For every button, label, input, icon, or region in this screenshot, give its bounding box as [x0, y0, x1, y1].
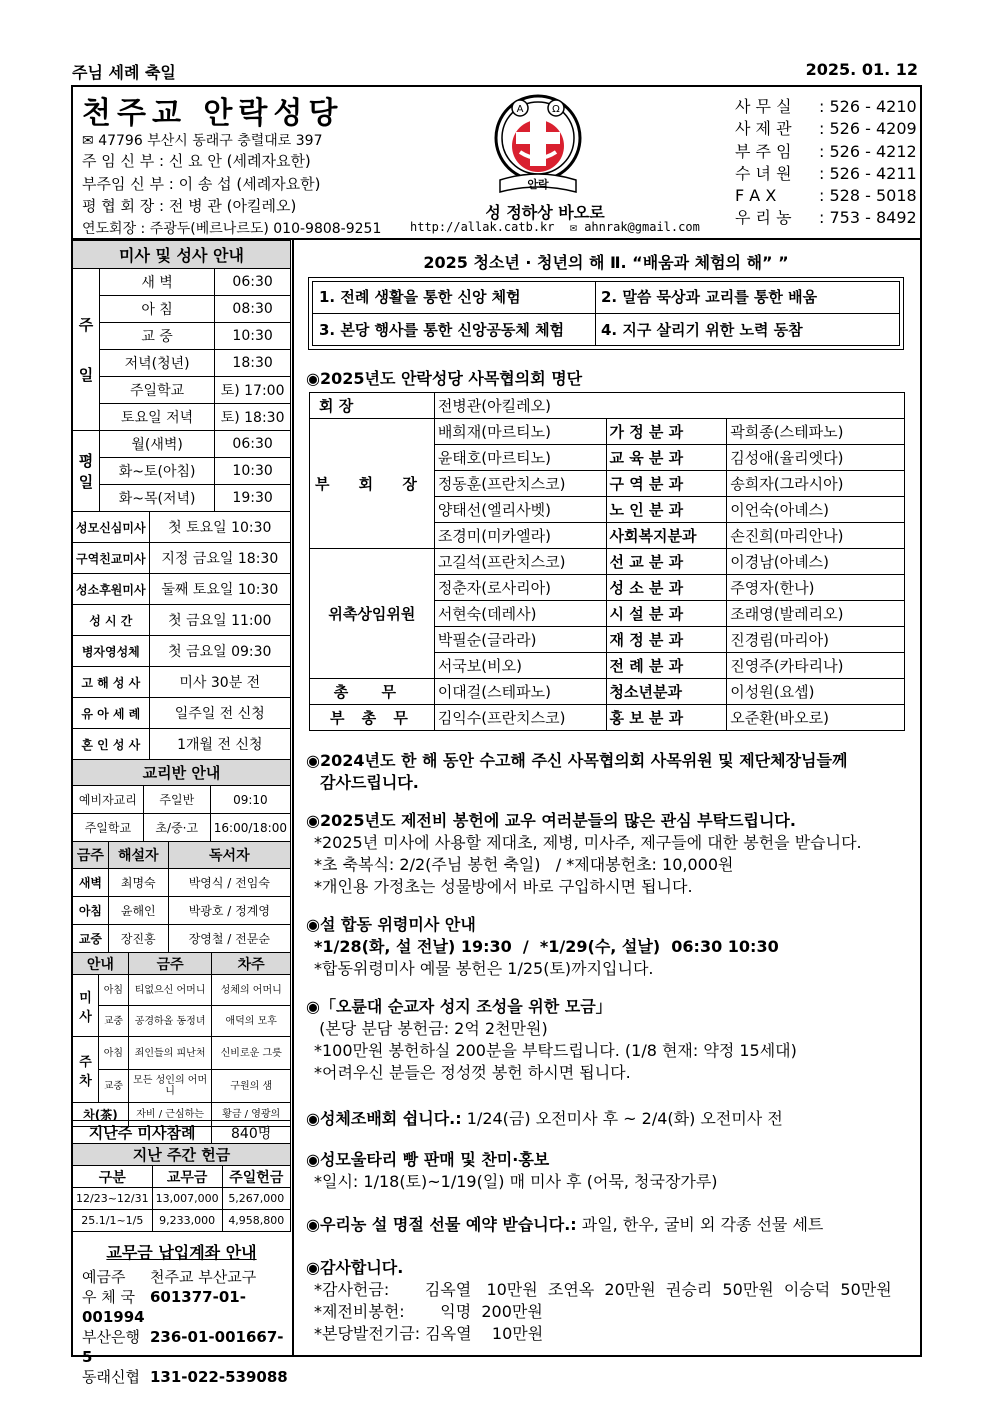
vice-chair-name: 윤태호(마르티노): [434, 445, 606, 471]
mail-icon: ✉: [82, 133, 99, 149]
guide-this-week: 티없으신 어머니: [128, 975, 212, 1006]
guide-next-week: 성체의 어머니: [212, 975, 291, 1006]
sacrament-table: [72, 511, 291, 760]
officer-role: 총 무: [310, 679, 435, 705]
sunday-mass-time: 06:30: [215, 269, 291, 296]
sacrament-time: 일주일 전 신청: [149, 698, 290, 729]
phone-list: [735, 96, 917, 230]
guide-this-week: 공경하올 동정녀: [128, 1006, 212, 1037]
tea-label: 차(茶): [73, 1103, 129, 1127]
sunday-label: 주일: [73, 269, 100, 431]
committee-label: 위촉상임위원: [310, 549, 435, 679]
dept-name: 홍 보 분 과: [606, 705, 727, 731]
sacrament-time: 둘째 토요일 10:30: [149, 574, 290, 605]
sunday-mass-name: 주일학교: [99, 377, 214, 404]
weekday-mass-time: 19:30: [215, 485, 291, 512]
mass-table-title: 미사 및 성사 안내: [73, 241, 291, 269]
guide-this-week: 죄인들의 피난처: [128, 1037, 212, 1070]
weekday-mass-time: 10:30: [215, 458, 291, 485]
staff-council-chair: 평 협 회 장 : 전 병 관 (아킬레오): [82, 197, 297, 215]
mail-icon: ✉: [569, 220, 577, 234]
council-table: [309, 392, 905, 731]
phone-row: F A X : 528 - 5018: [735, 186, 917, 206]
theme-item: 4. 지구 살리기 위한 노력 동참: [601, 321, 803, 339]
weekday-mass-name: 월(새벽): [99, 431, 214, 458]
offering-period: 25.1/1~1/5: [73, 1210, 153, 1232]
dept-name: 구 역 분 과: [606, 471, 727, 497]
readers-header: 금주: [73, 842, 109, 869]
dept-head: 이언숙(아녜스): [727, 497, 905, 523]
weekday-mass-name: 화~목(저녁): [99, 485, 214, 512]
weekday-mass-name: 화~토(아침): [99, 458, 214, 485]
sunday-mass-name: 토요일 저녁: [99, 404, 214, 431]
readers-header: 해설자: [108, 842, 168, 869]
offering-header: 주일헌금: [222, 1166, 290, 1188]
guide-header: 차주: [212, 953, 291, 975]
tea-this-week: 자비 / 근심하는: [128, 1103, 212, 1127]
catechism-group: 초/중·고: [143, 814, 210, 842]
committee-name: 박필순(글라라): [434, 627, 606, 653]
notice-bread-sale: ◉성모울타리 빵 판매 및 찬미·홍보 *일시: 1/18(토)~1/19(일) 매 미사 후 (어묵, 청국장가루): [306, 1150, 718, 1191]
vice-chair-label: 부 회 장: [310, 419, 435, 549]
guide-next-week: 구원의 샘: [212, 1070, 291, 1103]
sunday-mass-name: 저녁(청년): [99, 350, 214, 377]
dept-head: 이성원(요셉): [727, 679, 905, 705]
sacrament-name: 고 해 성 사: [73, 667, 150, 698]
guide-mass: 아침: [98, 1037, 128, 1070]
patron-saint: 성 정하상 바오로: [485, 203, 605, 222]
catechism-class: 주일학교: [73, 814, 144, 842]
account-section: [72, 1240, 291, 1387]
vice-chair-name: 조경미(미카엘라): [434, 523, 606, 549]
dept-head: 오준환(바오로): [727, 705, 905, 731]
phone-row: 부 주 임 : 526 - 4212: [735, 141, 917, 161]
theme-item: 3. 본당 행사를 통한 신앙공동체 체험: [319, 321, 565, 339]
officer-role: 부 총 무: [310, 705, 435, 731]
issue-date: 2025. 01. 12: [805, 60, 918, 79]
phone-row: 사 제 관 : 526 - 4209: [735, 119, 917, 139]
dept-head: 김성애(율리엣다): [727, 445, 905, 471]
theme-title: 2025 청소년 · 청년의 해 Ⅱ. “배움과 체험의 해” ”: [423, 253, 789, 272]
sunday-mass-time: 토) 17:00: [215, 377, 291, 404]
vice-chair-name: 배희재(마르티노): [434, 419, 606, 445]
offering-period: 12/23~12/31: [73, 1188, 153, 1210]
sunday-mass-name: 아 침: [99, 296, 214, 323]
dept-name: 시 설 분 과: [606, 601, 727, 627]
notice-gift-order: ◉우리농 설 명절 선물 예약 받습니다.: 과일, 한우, 굴비 외 각종 선물 세트: [306, 1215, 824, 1234]
dept-name: 노 인 분 과: [606, 497, 727, 523]
sacrament-time: 첫 토요일 10:30: [149, 512, 290, 543]
staff-list: [82, 150, 381, 240]
reader-lectors: 박영식 / 전임숙: [168, 869, 290, 897]
council-title: ◉2025년도 안락성당 사목협의회 명단: [306, 369, 583, 388]
guide-mass: 아침: [98, 975, 128, 1006]
notice-thanks-council: ◉2024년도 한 해 동안 수고해 주신 사목협의회 사목위원 및 제단체장님들께 감사드립니다.: [306, 751, 848, 792]
sacrament-time: 첫 금요일 09:30: [149, 636, 290, 667]
phone-row: 수 녀 원 : 526 - 4211: [735, 163, 917, 183]
notice-adoration: ◉성체조배회 쉽니다.: 1/24(금) 오전미사 후 ~ 2/4(화) 오전미사 전: [306, 1109, 783, 1128]
account-title: 교무금 납입계좌 안내: [106, 1243, 257, 1262]
dept-name: 교 육 분 과: [606, 445, 727, 471]
attendance-table: [72, 1120, 291, 1145]
reader-lectors: 장영철 / 전문순: [168, 925, 290, 953]
sacrament-name: 구역친교미사: [73, 543, 150, 574]
readers-header: 독서자: [168, 842, 290, 869]
logo-banner-text: 안락: [527, 178, 549, 191]
offering-tithe: 9,233,000: [152, 1210, 222, 1232]
website-link[interactable]: http://allak.catb.kr: [410, 220, 555, 234]
sacrament-time: 미사 30분 전: [149, 667, 290, 698]
phone-row: 사 무 실 : 526 - 4210: [735, 97, 917, 116]
account-holder: 예금주 천주교 부산교구: [82, 1268, 257, 1286]
dept-name: 청소년분과: [606, 679, 727, 705]
staff-assistant: 부주임 신 부 : 이 송 섭 (세례자요한): [82, 174, 321, 193]
theme-box: [308, 277, 904, 350]
sunday-mass-time: 토) 18:30: [215, 404, 291, 431]
sunday-mass-name: 교 중: [99, 323, 214, 350]
vice-chair-name: 정동훈(프란치스코): [434, 471, 606, 497]
sacrament-name: 혼 인 성 사: [73, 729, 150, 760]
weekday-mass-time: 06:30: [215, 431, 291, 458]
tea-next-week: 황금 / 영광의: [212, 1103, 291, 1127]
account-row: 동래신협 131-022-539088: [82, 1368, 288, 1386]
address-line: [82, 130, 323, 150]
catechism-class: 예비자교리: [73, 786, 144, 814]
sunday-mass-time: 10:30: [215, 323, 291, 350]
dept-head: 곽희종(스테파노): [727, 419, 905, 445]
theme-item: 1. 전례 생활을 통한 신앙 체험: [319, 288, 521, 306]
sacrament-time: 첫 금요일 11:00: [149, 605, 290, 636]
offering-tithe: 13,007,000: [152, 1188, 222, 1210]
address: 47796 부산시 동래구 충렬대로 397: [98, 133, 323, 149]
sacrament-name: 성 시 간: [73, 605, 150, 636]
attendance-label: 지난주 미사참례: [73, 1121, 212, 1145]
officer-name: 이대걸(스테파노): [434, 679, 606, 705]
reader-mass: 새벽: [73, 869, 109, 897]
occasion: 주님 세례 축일: [72, 63, 176, 82]
committee-name: 고길석(프란치스코): [434, 549, 606, 575]
guide-mass: 교중: [98, 1070, 128, 1103]
sunday-mass-time: 18:30: [215, 350, 291, 377]
offering-header: 구분: [73, 1166, 153, 1188]
reader-commentator: 윤해인: [108, 897, 168, 925]
account-row: 우 체 국 601377-01-001994: [82, 1288, 246, 1326]
dept-name: 선 교 분 과: [606, 549, 727, 575]
council-chair-label: 회 장: [310, 393, 435, 419]
contact-line: [410, 220, 700, 234]
guide-table: [72, 952, 291, 1127]
sacrament-name: 성모신심미사: [73, 512, 150, 543]
catechism-time: 16:00/18:00: [210, 814, 290, 842]
reader-commentator: 최명숙: [108, 869, 168, 897]
parish-logo: [482, 92, 600, 196]
guide-this-week: 모든 성인의 어머니: [128, 1070, 212, 1103]
offering-sunday: 4,958,800: [222, 1210, 290, 1232]
committee-name: 서현숙(데레사): [434, 601, 606, 627]
weekday-label: 평일: [73, 431, 100, 512]
dept-head: 이경남(아녜스): [727, 549, 905, 575]
theme-item: 2. 말씀 묵상과 교리를 통한 배움: [601, 288, 818, 306]
guide-mass: 교중: [98, 1006, 128, 1037]
notice-memorial-mass: ◉설 합동 위령미사 안내 *1/28(화, 설 전날) 19:30 / *1/29(수, 설날) 06:30 10:30 *합동위령미사 예물 봉헌은 1/25(토)까지입니다.: [306, 915, 779, 978]
reader-mass: 아침: [73, 897, 109, 925]
council-chair: 전병관(아킬레오): [434, 393, 904, 419]
sacrament-name: 성소후원미사: [73, 574, 150, 605]
dept-name: 가 정 분 과: [606, 419, 727, 445]
sunday-mass-time: 08:30: [215, 296, 291, 323]
account-row: 부산은행 236-01-001667-5: [82, 1328, 284, 1366]
guide-group-label: 미사: [73, 975, 99, 1037]
parish-title: 천주교 안락성당: [82, 96, 344, 131]
dept-head: 조래영(발레리오): [727, 601, 905, 627]
column-divider: [292, 240, 294, 1357]
catechism-time: 09:10: [210, 786, 290, 814]
notice-thanks-donors: ◉감사합니다. *감사헌금: 김옥열 10만원 조연옥 20만원 권승리 50만원 이승덕 50만원 *제전비봉헌: 익명 200만원 *본당발전기금: 김옥열 10만원: [306, 1258, 892, 1343]
vice-chair-name: 양태선(엘리사벳): [434, 497, 606, 523]
notice-shrine-fund: ◉「오륜대 순교자 성지 조성을 위한 모금」 (본당 분담 봉헌금: 2억 2천만원) *100만원 봉헌하실 200분을 부탁드립니다. (1/8 현재: 약정 15세대) *어려우신 분들은 정성껏 봉헌 하시면 됩니다.: [306, 997, 797, 1082]
sacrament-name: 유 아 세 례: [73, 698, 150, 729]
committee-name: 정춘자(로사리아): [434, 575, 606, 601]
offering-title: 지난 주간 헌금: [73, 1144, 291, 1166]
sacrament-name: 병자영성체: [73, 636, 150, 667]
dept-head: 진경림(마리아): [727, 627, 905, 653]
dept-head: 진영주(카타리나): [727, 653, 905, 679]
staff-prayer-chair: 연도회장 : 주광두(베르나르도) 010-9808-9251: [82, 220, 382, 237]
dept-name: 전 례 분 과: [606, 653, 727, 679]
committee-name: 서국보(비오): [434, 653, 606, 679]
readers-table: [72, 841, 291, 953]
dept-name: 사회복지분과: [606, 523, 727, 549]
dept-name: 성 소 분 과: [606, 575, 727, 601]
guide-header: 안내: [73, 953, 129, 975]
offering-header: 교무금: [152, 1166, 222, 1188]
reader-commentator: 장진홍: [108, 925, 168, 953]
catechism-table: [72, 759, 291, 842]
mass-table: [72, 240, 291, 512]
sunday-mass-name: 새 벽: [99, 269, 214, 296]
phone-row: 우 리 농 : 753 - 8492: [735, 208, 917, 228]
logo-emblem-icon: [482, 92, 600, 196]
dept-head: 손진희(마리안나): [727, 523, 905, 549]
sacrament-time: 지정 금요일 18:30: [149, 543, 290, 574]
offering-table: [72, 1143, 291, 1232]
sacrament-time: 1개월 전 신청: [149, 729, 290, 760]
reader-mass: 교중: [73, 925, 109, 953]
dept-head: 주영자(한나): [727, 575, 905, 601]
guide-group-label: 주차: [73, 1037, 99, 1103]
offering-sunday: 5,267,000: [222, 1188, 290, 1210]
reader-lectors: 박광호 / 정계영: [168, 897, 290, 925]
guide-header: 금주: [128, 953, 212, 975]
attendance-value: 840명: [212, 1121, 291, 1145]
notice-altar-offering: ◉2025년도 제전비 봉헌에 교우 여러분들의 많은 관심 부탁드립니다. *2025년 미사에 사용할 제대초, 제병, 미사주, 제구들에 대한 봉헌을 받습니다. *초 축복식: 2/2(주님 봉헌 축일) / *제대봉헌초: 10,000원 *개인용 가정초는 성물방에서 바로 구입하시면 됩니다.: [306, 811, 862, 896]
email-link[interactable]: ahnrak@gmail.com: [584, 220, 700, 234]
logo-letter-omega: Ω: [552, 104, 560, 115]
dept-name: 재 정 분 과: [606, 627, 727, 653]
catechism-group: 주일반: [143, 786, 210, 814]
staff-pastor: 주 임 신 부 : 신 요 안 (세례자요한): [82, 152, 311, 170]
guide-next-week: 신비로운 그릇: [212, 1037, 291, 1070]
dept-head: 송희자(그라시아): [727, 471, 905, 497]
catechism-title: 교리반 안내: [73, 760, 291, 786]
guide-next-week: 애덕의 모후: [212, 1006, 291, 1037]
logo-letter-alpha: A: [516, 104, 524, 115]
officer-name: 김익수(프란치스코): [434, 705, 606, 731]
